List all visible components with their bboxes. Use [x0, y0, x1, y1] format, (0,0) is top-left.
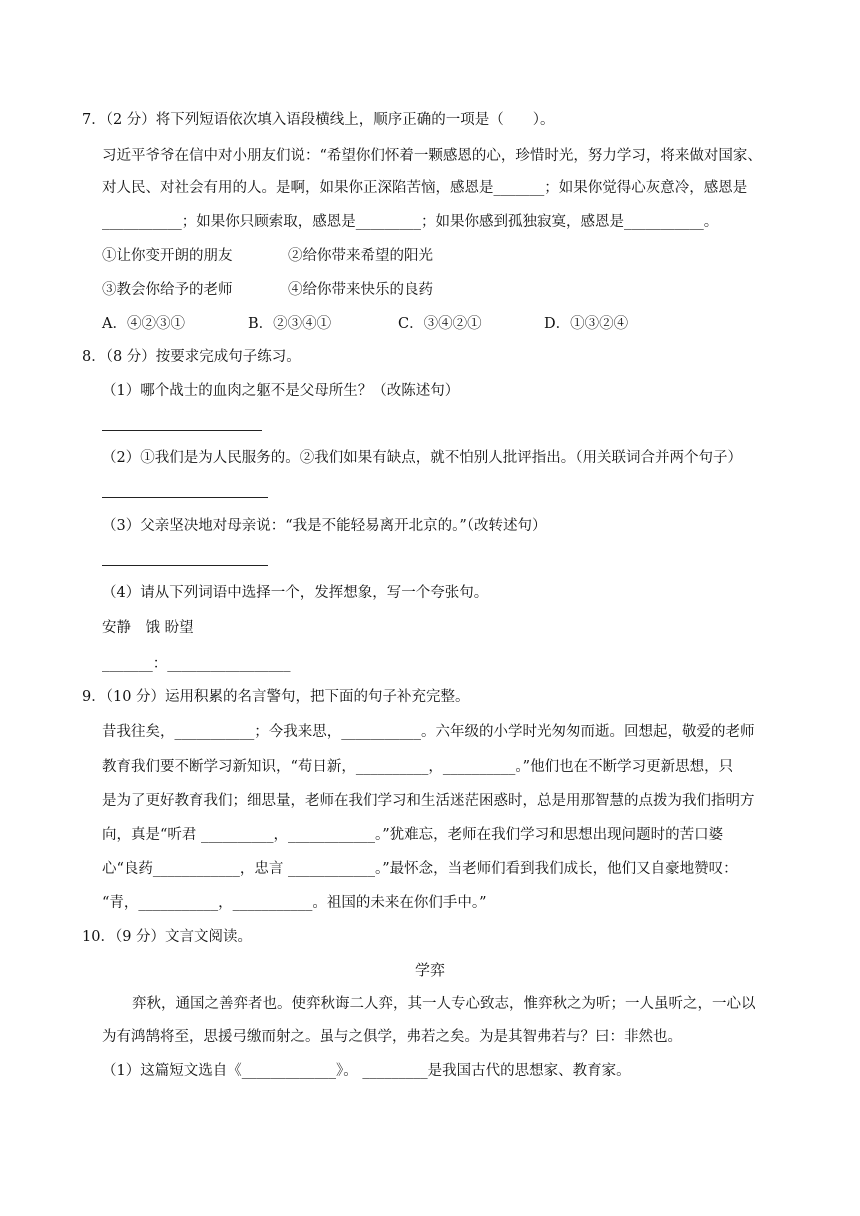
q7-passage-line-2: 对人民、对社会有用的人。是啊，如果你正深陷苦恼，感恩是_______；如果你觉得心灰意冷，感恩是	[102, 180, 748, 196]
q10-header: 10．（9 分）文言文阅读。	[82, 929, 253, 945]
q8-answer-line-1[interactable]	[102, 430, 262, 431]
q7-option-3: ③教会你给予的老师	[102, 282, 233, 298]
q7-choice-c: C．③④②①	[398, 316, 482, 332]
q7-choice-d: D．①③②④	[544, 316, 629, 332]
q9-passage-line-5: 心“良药____________，忠言 ____________。”最怀念，当老师们看到我们成长，他们又自豪地赞叹：	[102, 861, 738, 877]
q9-passage-line-1: 昔我往矣，___________；今我来思，___________。六年级的小学时光匆匆而逝。回想起，敬爱的老师	[102, 724, 755, 740]
q8-header: 8．（8 分）按要求完成句子练习。	[82, 349, 301, 365]
q8-subquestion-4: （4）请从下列词语中选择一个，发挥想象，写一个夸张句。	[102, 585, 489, 601]
q8-subquestion-3: （3）父亲坚决地对母亲说：“我是不能轻易离开北京的。”（改转述句）	[102, 518, 547, 534]
q8-answer-line-3[interactable]	[102, 565, 268, 566]
q9-passage-line-4: 向，真是“听君 __________，____________。”犹难忘，老师在我们学习和思想出现问题时的苦口婆	[102, 827, 724, 843]
q7-header: 7．（2 分）将下列短语依次填入语段横线上，顺序正确的一项是（ ）。	[82, 112, 555, 128]
q7-option-4: ④给你带来快乐的良药	[288, 282, 433, 298]
q9-passage-line-6: “青，___________，___________。祖国的未来在你们手中。”	[102, 895, 487, 911]
q7-option-1: ①让你变开朗的朋友	[102, 248, 233, 264]
q8-answer-line-4[interactable]: _______：_________________	[102, 656, 291, 672]
q8-word-choices: 安静 饿 盼望	[102, 620, 194, 636]
q8-subquestion-1: （1）哪个战士的血肉之躯不是父母所生？（改陈述句）	[102, 383, 460, 399]
q7-passage-line-3: ___________；如果你只顾索取，感恩是_________；如果你感到孤独寂寞，感恩是___________。	[102, 214, 719, 230]
q8-answer-line-2[interactable]	[102, 497, 268, 498]
q9-passage-line-3: 是为了更好教育我们；细思量，老师在我们学习和生活迷茫困惑时，总是用那智慧的点拨为我们指明方	[102, 793, 755, 809]
q9-header: 9．（10 分）运用积累的名言警句，把下面的句子补充完整。	[82, 689, 470, 705]
q7-choice-a: A．④②③①	[102, 316, 185, 332]
q10-subquestion-1: （1）这篇短文选自《_____________》。 _________是我国古代的思想家、教育家。	[102, 1063, 631, 1079]
q7-choice-b: B．②③④①	[248, 316, 332, 332]
q7-option-2: ②给你带来希望的阳光	[288, 248, 433, 264]
q7-passage-line-1: 习近平爷爷在信中对小朋友们说：“希望你们怀着一颗感恩的心，珍惜时光，努力学习，将来做对国家、	[102, 148, 762, 164]
q10-passage-line-1: 弈秋，通国之善弈者也。使弈秋诲二人弈，其一人专心致志，惟弈秋之为听；一人虽听之，一心以	[132, 996, 756, 1012]
q9-passage-line-2: 教育我们要不断学习新知识，“苟日新，__________，__________。”他们也在不断学习更新思想，只	[102, 759, 734, 775]
q8-subquestion-2: （2）①我们是为人民服务的。②我们如果有缺点，就不怕别人批评指出。（用关联词合并两个句子）	[102, 450, 742, 466]
classical-text-title: 学弈	[414, 961, 445, 979]
q10-passage-line-2: 为有鸿鹄将至，思援弓缴而射之。虽与之俱学，弗若之矣。为是其智弗若与？曰：非然也。	[102, 1029, 682, 1045]
